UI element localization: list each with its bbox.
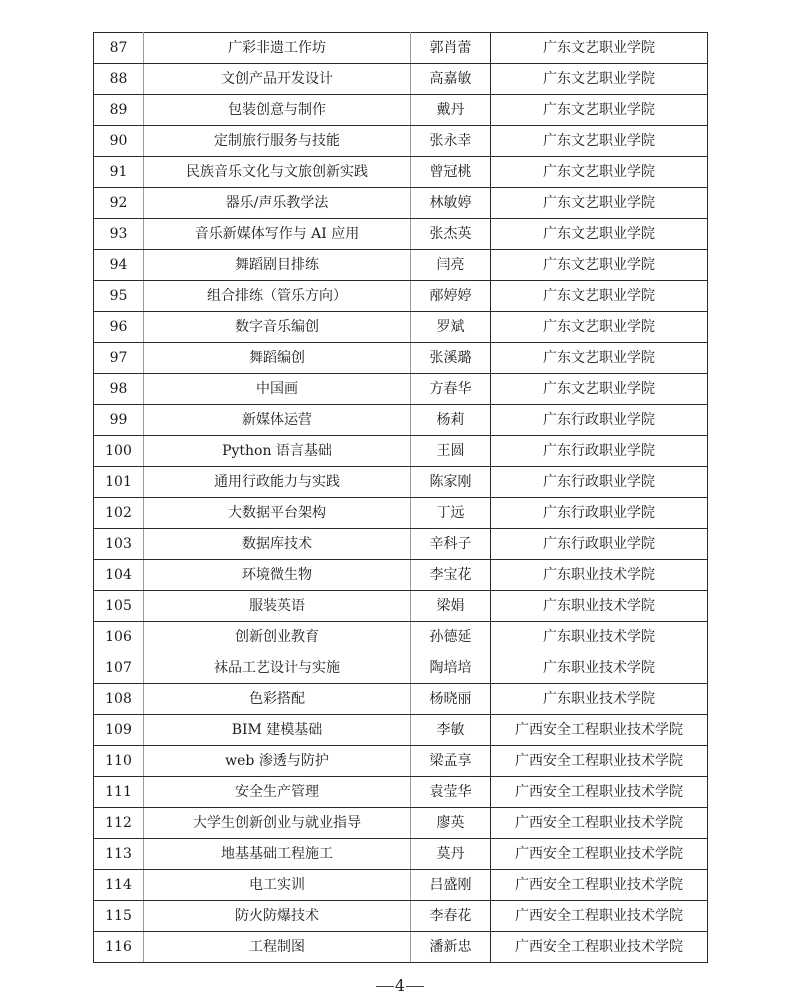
course-table bbox=[93, 32, 708, 963]
school-name: 广西安全工程职业技术学院 bbox=[491, 808, 708, 839]
course-name: 通用行政能力与实践 bbox=[144, 467, 411, 498]
course-name: 工程制图 bbox=[144, 932, 411, 963]
course-name: 色彩搭配 bbox=[144, 684, 411, 715]
school-name: 广东职业技术学院 bbox=[491, 591, 708, 622]
row-number: 95 bbox=[94, 281, 144, 312]
table-row bbox=[94, 188, 708, 219]
table-row bbox=[94, 95, 708, 126]
table-row bbox=[94, 839, 708, 870]
course-name: 数字音乐编创 bbox=[144, 312, 411, 343]
teacher-name: 李春花 bbox=[411, 901, 491, 932]
school-name: 广东职业技术学院 bbox=[491, 622, 708, 653]
school-name: 广西安全工程职业技术学院 bbox=[491, 715, 708, 746]
school-name: 广东行政职业学院 bbox=[491, 405, 708, 436]
school-name: 广东行政职业学院 bbox=[491, 529, 708, 560]
table-row bbox=[94, 33, 708, 64]
teacher-name: 方春华 bbox=[411, 374, 491, 405]
course-name: 音乐新媒体写作与 AI 应用 bbox=[144, 219, 411, 250]
school-name: 广西安全工程职业技术学院 bbox=[491, 839, 708, 870]
course-name: 地基基础工程施工 bbox=[144, 839, 411, 870]
school-name: 广东文艺职业学院 bbox=[491, 343, 708, 374]
school-name: 广东文艺职业学院 bbox=[491, 64, 708, 95]
school-name: 广东职业技术学院 bbox=[491, 653, 708, 684]
school-name: 广东行政职业学院 bbox=[491, 467, 708, 498]
course-name: 新媒体运营 bbox=[144, 405, 411, 436]
row-number: 107 bbox=[94, 653, 144, 684]
table-row bbox=[94, 901, 708, 932]
school-name: 广西安全工程职业技术学院 bbox=[491, 932, 708, 963]
table-row bbox=[94, 157, 708, 188]
teacher-name: 李敏 bbox=[411, 715, 491, 746]
teacher-name: 陈家刚 bbox=[411, 467, 491, 498]
table-row bbox=[94, 591, 708, 622]
row-number: 109 bbox=[94, 715, 144, 746]
row-number: 92 bbox=[94, 188, 144, 219]
course-name: 器乐/声乐教学法 bbox=[144, 188, 411, 219]
row-number: 87 bbox=[94, 33, 144, 64]
row-number: 99 bbox=[94, 405, 144, 436]
row-number: 106 bbox=[94, 622, 144, 653]
row-number: 98 bbox=[94, 374, 144, 405]
table-row bbox=[94, 932, 708, 963]
course-name: 定制旅行服务与技能 bbox=[144, 126, 411, 157]
teacher-name: 杨莉 bbox=[411, 405, 491, 436]
teacher-name: 吕盛刚 bbox=[411, 870, 491, 901]
row-number: 94 bbox=[94, 250, 144, 281]
teacher-name: 罗斌 bbox=[411, 312, 491, 343]
school-name: 广东文艺职业学院 bbox=[491, 126, 708, 157]
row-number: 114 bbox=[94, 870, 144, 901]
table-row bbox=[94, 64, 708, 95]
row-number: 103 bbox=[94, 529, 144, 560]
course-name: 大数据平台架构 bbox=[144, 498, 411, 529]
table-row bbox=[94, 343, 708, 374]
school-name: 广东文艺职业学院 bbox=[491, 312, 708, 343]
teacher-name: 郭肖蕾 bbox=[411, 33, 491, 64]
school-name: 广西安全工程职业技术学院 bbox=[491, 901, 708, 932]
row-number: 115 bbox=[94, 901, 144, 932]
table-row bbox=[94, 374, 708, 405]
table-row bbox=[94, 529, 708, 560]
table-row bbox=[94, 312, 708, 343]
teacher-name: 李宝花 bbox=[411, 560, 491, 591]
school-name: 广东文艺职业学院 bbox=[491, 95, 708, 126]
teacher-name: 张永幸 bbox=[411, 126, 491, 157]
school-name: 广东行政职业学院 bbox=[491, 436, 708, 467]
row-number: 108 bbox=[94, 684, 144, 715]
table-row bbox=[94, 219, 708, 250]
row-number: 116 bbox=[94, 932, 144, 963]
teacher-name: 闫亮 bbox=[411, 250, 491, 281]
teacher-name: 莫丹 bbox=[411, 839, 491, 870]
table-row bbox=[94, 436, 708, 467]
table-row bbox=[94, 281, 708, 312]
row-number: 93 bbox=[94, 219, 144, 250]
course-name: 民族音乐文化与文旅创新实践 bbox=[144, 157, 411, 188]
table-row bbox=[94, 405, 708, 436]
row-number: 91 bbox=[94, 157, 144, 188]
dash-right bbox=[406, 986, 424, 987]
course-name: 广彩非遗工作坊 bbox=[144, 33, 411, 64]
school-name: 广东文艺职业学院 bbox=[491, 157, 708, 188]
teacher-name: 王圆 bbox=[411, 436, 491, 467]
table-row bbox=[94, 498, 708, 529]
course-name: 大学生创新创业与就业指导 bbox=[144, 808, 411, 839]
course-name: BIM 建模基础 bbox=[144, 715, 411, 746]
course-name: web 渗透与防护 bbox=[144, 746, 411, 777]
row-number: 112 bbox=[94, 808, 144, 839]
school-name: 广东行政职业学院 bbox=[491, 498, 708, 529]
table-row bbox=[94, 653, 708, 684]
teacher-name: 杨晓丽 bbox=[411, 684, 491, 715]
course-name: 安全生产管理 bbox=[144, 777, 411, 808]
teacher-name: 曾冠桃 bbox=[411, 157, 491, 188]
row-number: 102 bbox=[94, 498, 144, 529]
teacher-name: 丁远 bbox=[411, 498, 491, 529]
school-name: 广东文艺职业学院 bbox=[491, 374, 708, 405]
school-name: 广东文艺职业学院 bbox=[491, 33, 708, 64]
row-number: 105 bbox=[94, 591, 144, 622]
course-name: 袜品工艺设计与实施 bbox=[144, 653, 411, 684]
row-number: 88 bbox=[94, 64, 144, 95]
table-row bbox=[94, 250, 708, 281]
row-number: 113 bbox=[94, 839, 144, 870]
row-number: 101 bbox=[94, 467, 144, 498]
row-number: 111 bbox=[94, 777, 144, 808]
teacher-name: 梁娟 bbox=[411, 591, 491, 622]
course-name: 包装创意与制作 bbox=[144, 95, 411, 126]
dash-left bbox=[376, 986, 394, 987]
course-table-body bbox=[94, 33, 708, 963]
row-number: 96 bbox=[94, 312, 144, 343]
teacher-name: 陶培培 bbox=[411, 653, 491, 684]
row-number: 104 bbox=[94, 560, 144, 591]
school-name: 广东文艺职业学院 bbox=[491, 188, 708, 219]
table-row bbox=[94, 715, 708, 746]
school-name: 广东文艺职业学院 bbox=[491, 281, 708, 312]
school-name: 广东职业技术学院 bbox=[491, 684, 708, 715]
row-number: 90 bbox=[94, 126, 144, 157]
course-name: 防火防爆技术 bbox=[144, 901, 411, 932]
school-name: 广西安全工程职业技术学院 bbox=[491, 777, 708, 808]
table-row bbox=[94, 560, 708, 591]
school-name: 广东职业技术学院 bbox=[491, 560, 708, 591]
teacher-name: 廖英 bbox=[411, 808, 491, 839]
table-row bbox=[94, 622, 708, 653]
row-number: 89 bbox=[94, 95, 144, 126]
course-name: 中国画 bbox=[144, 374, 411, 405]
teacher-name: 戴丹 bbox=[411, 95, 491, 126]
school-name: 广东文艺职业学院 bbox=[491, 250, 708, 281]
row-number: 100 bbox=[94, 436, 144, 467]
page-number-value: 4 bbox=[394, 976, 406, 995]
teacher-name: 梁孟享 bbox=[411, 746, 491, 777]
table-row bbox=[94, 746, 708, 777]
teacher-name: 高嘉敏 bbox=[411, 64, 491, 95]
table-row bbox=[94, 870, 708, 901]
teacher-name: 辛科子 bbox=[411, 529, 491, 560]
course-name: 舞蹈编创 bbox=[144, 343, 411, 374]
teacher-name: 邴婷婷 bbox=[411, 281, 491, 312]
teacher-name: 张杰英 bbox=[411, 219, 491, 250]
table-row bbox=[94, 467, 708, 498]
school-name: 广西安全工程职业技术学院 bbox=[491, 746, 708, 777]
teacher-name: 张溪璐 bbox=[411, 343, 491, 374]
course-name: Python 语言基础 bbox=[144, 436, 411, 467]
teacher-name: 林敏婷 bbox=[411, 188, 491, 219]
teacher-name: 潘新忠 bbox=[411, 932, 491, 963]
course-name: 舞蹈剧目排练 bbox=[144, 250, 411, 281]
row-number: 97 bbox=[94, 343, 144, 374]
course-name: 服装英语 bbox=[144, 591, 411, 622]
school-name: 广西安全工程职业技术学院 bbox=[491, 870, 708, 901]
table-row bbox=[94, 808, 708, 839]
table-row bbox=[94, 684, 708, 715]
school-name: 广东文艺职业学院 bbox=[491, 219, 708, 250]
course-name: 环境微生物 bbox=[144, 560, 411, 591]
teacher-name: 孙德延 bbox=[411, 622, 491, 653]
row-number: 110 bbox=[94, 746, 144, 777]
course-name: 文创产品开发设计 bbox=[144, 64, 411, 95]
course-name: 创新创业教育 bbox=[144, 622, 411, 653]
course-name: 数据库技术 bbox=[144, 529, 411, 560]
table-row bbox=[94, 777, 708, 808]
page-number bbox=[0, 976, 800, 995]
teacher-name: 袁莹华 bbox=[411, 777, 491, 808]
course-name: 组合排练（管乐方向） bbox=[144, 281, 411, 312]
table-row bbox=[94, 126, 708, 157]
course-name: 电工实训 bbox=[144, 870, 411, 901]
